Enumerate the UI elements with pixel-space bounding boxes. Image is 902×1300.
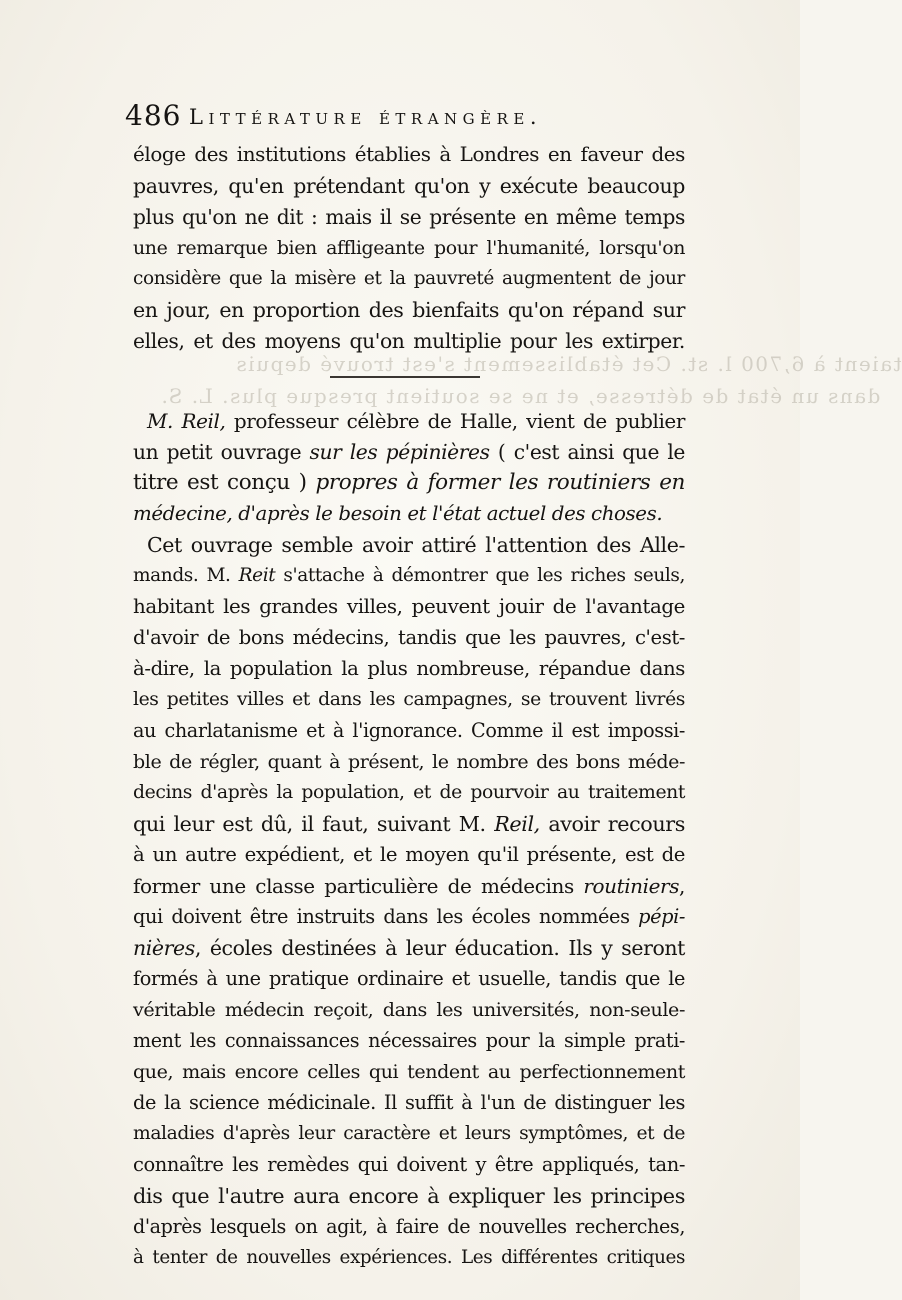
text-line: ment les connaissances nécessaires pour la simple prati- <box>133 1029 685 1052</box>
text-line: ble de régler, quant à présent, le nombre des bons méde- <box>133 751 685 773</box>
page-number: 486 <box>125 99 182 132</box>
text-line: une remarque bien affligeante pour l'humanité, lorsqu'on <box>133 237 685 259</box>
bleed-through-text: taient à 6,700 l. st. Cet établissement s'est trouvé depuis <box>235 352 902 376</box>
emphasis-term: pépi- <box>638 905 685 928</box>
text-line: former une classe particulière de médecins routiniers, <box>133 874 685 898</box>
text-line: véritable médecin reçoit, dans les universités, non-seule- <box>133 998 685 1021</box>
text-line: que, mais encore celles qui tendent au perfectionnement <box>133 1061 685 1083</box>
page-header <box>125 98 685 134</box>
running-title: Littérature étrangère. <box>189 105 543 129</box>
emphasis-term: nières <box>133 936 195 960</box>
text-line: pauvres, qu'en prétendant qu'on y exécute beaucoup <box>133 174 685 198</box>
text-line: à un autre expédient, et le moyen qu'il présente, est de <box>133 843 685 866</box>
text-line: M. Reil, professeur célèbre de Halle, vient de publier <box>147 409 685 433</box>
text-line: titre est conçu ) propres à former les routiniers en <box>133 470 686 495</box>
text-line: de la science médicinale. Il suffit à l'un de distinguer les <box>133 1091 685 1114</box>
text-line: Cet ouvrage semble avoir attiré l'attention des Alle- <box>147 533 685 557</box>
book-title: propres à former les routiniers en <box>315 470 686 495</box>
author-name: M. Reil, <box>147 409 226 433</box>
emphasis-term: routiniers <box>583 874 680 898</box>
text-line: qui doivent être instruits dans les écoles nommées pépi- <box>133 905 685 928</box>
text-line: d'avoir de bons médecins, tandis que les pauvres, c'est- <box>133 626 685 649</box>
author-name: Reil, <box>494 812 540 836</box>
text-line: d'après lesquels on agit, à faire de nouvelles recherches, <box>133 1215 685 1238</box>
section-divider <box>330 376 480 378</box>
text-line: en jour, en proportion des bienfaits qu'on répand sur <box>133 298 685 322</box>
text-line: au charlatanisme et à l'ignorance. Comme il est impossi- <box>133 719 685 742</box>
text-line: considère que la misère et la pauvreté augmentent de jour <box>133 268 685 289</box>
text-line: decins d'après la population, et de pourvoir au traitement <box>133 782 685 803</box>
text-line: médecine, d'après le besoin et l'état actuel des choses. <box>133 502 663 525</box>
text-line: elles, et des moyens qu'on multiplie pour les extirper. <box>133 329 685 353</box>
book-title: sur les pépinières <box>309 440 490 464</box>
text-line: à tenter de nouvelles expériences. Les différentes critiques <box>133 1247 685 1268</box>
text-line: connaître les remèdes qui doivent y être appliqués, tan- <box>133 1153 685 1176</box>
text-line: plus qu'on ne dit : mais il se présente en même temps <box>133 205 685 229</box>
text-line: maladies d'après leur caractère et leurs symptômes, et de <box>133 1123 685 1144</box>
text-line: à-dire, la population la plus nombreuse, répandue dans <box>133 657 685 680</box>
text-line: formés à une pratique ordinaire et usuelle, tandis que le <box>133 967 685 990</box>
text-line: un petit ouvrage sur les pépinières ( c'est ainsi que le <box>133 440 685 464</box>
text-line: qui leur est dû, il faut, suivant M. Reil, avoir recours <box>133 812 685 836</box>
text-line: mands. M. Reit s'attache à démontrer que les riches seuls, <box>133 565 685 586</box>
text-line: habitant les grandes villes, peuvent jouir de l'avantage <box>133 595 685 618</box>
bleed-through-text: dans un état de détresse, et ne se soutient presque plus. L. S. <box>160 384 881 408</box>
text-line: éloge des institutions établies à Londres en faveur des <box>133 143 685 166</box>
author-name: Reit <box>238 565 276 586</box>
text-line: les petites villes et dans les campagnes, se trouvent livrés <box>133 689 685 710</box>
text-line: nières, écoles destinées à leur éducation. Ils y seront <box>133 936 685 960</box>
text-line: dis que l'autre aura encore à expliquer les principes <box>133 1184 685 1208</box>
